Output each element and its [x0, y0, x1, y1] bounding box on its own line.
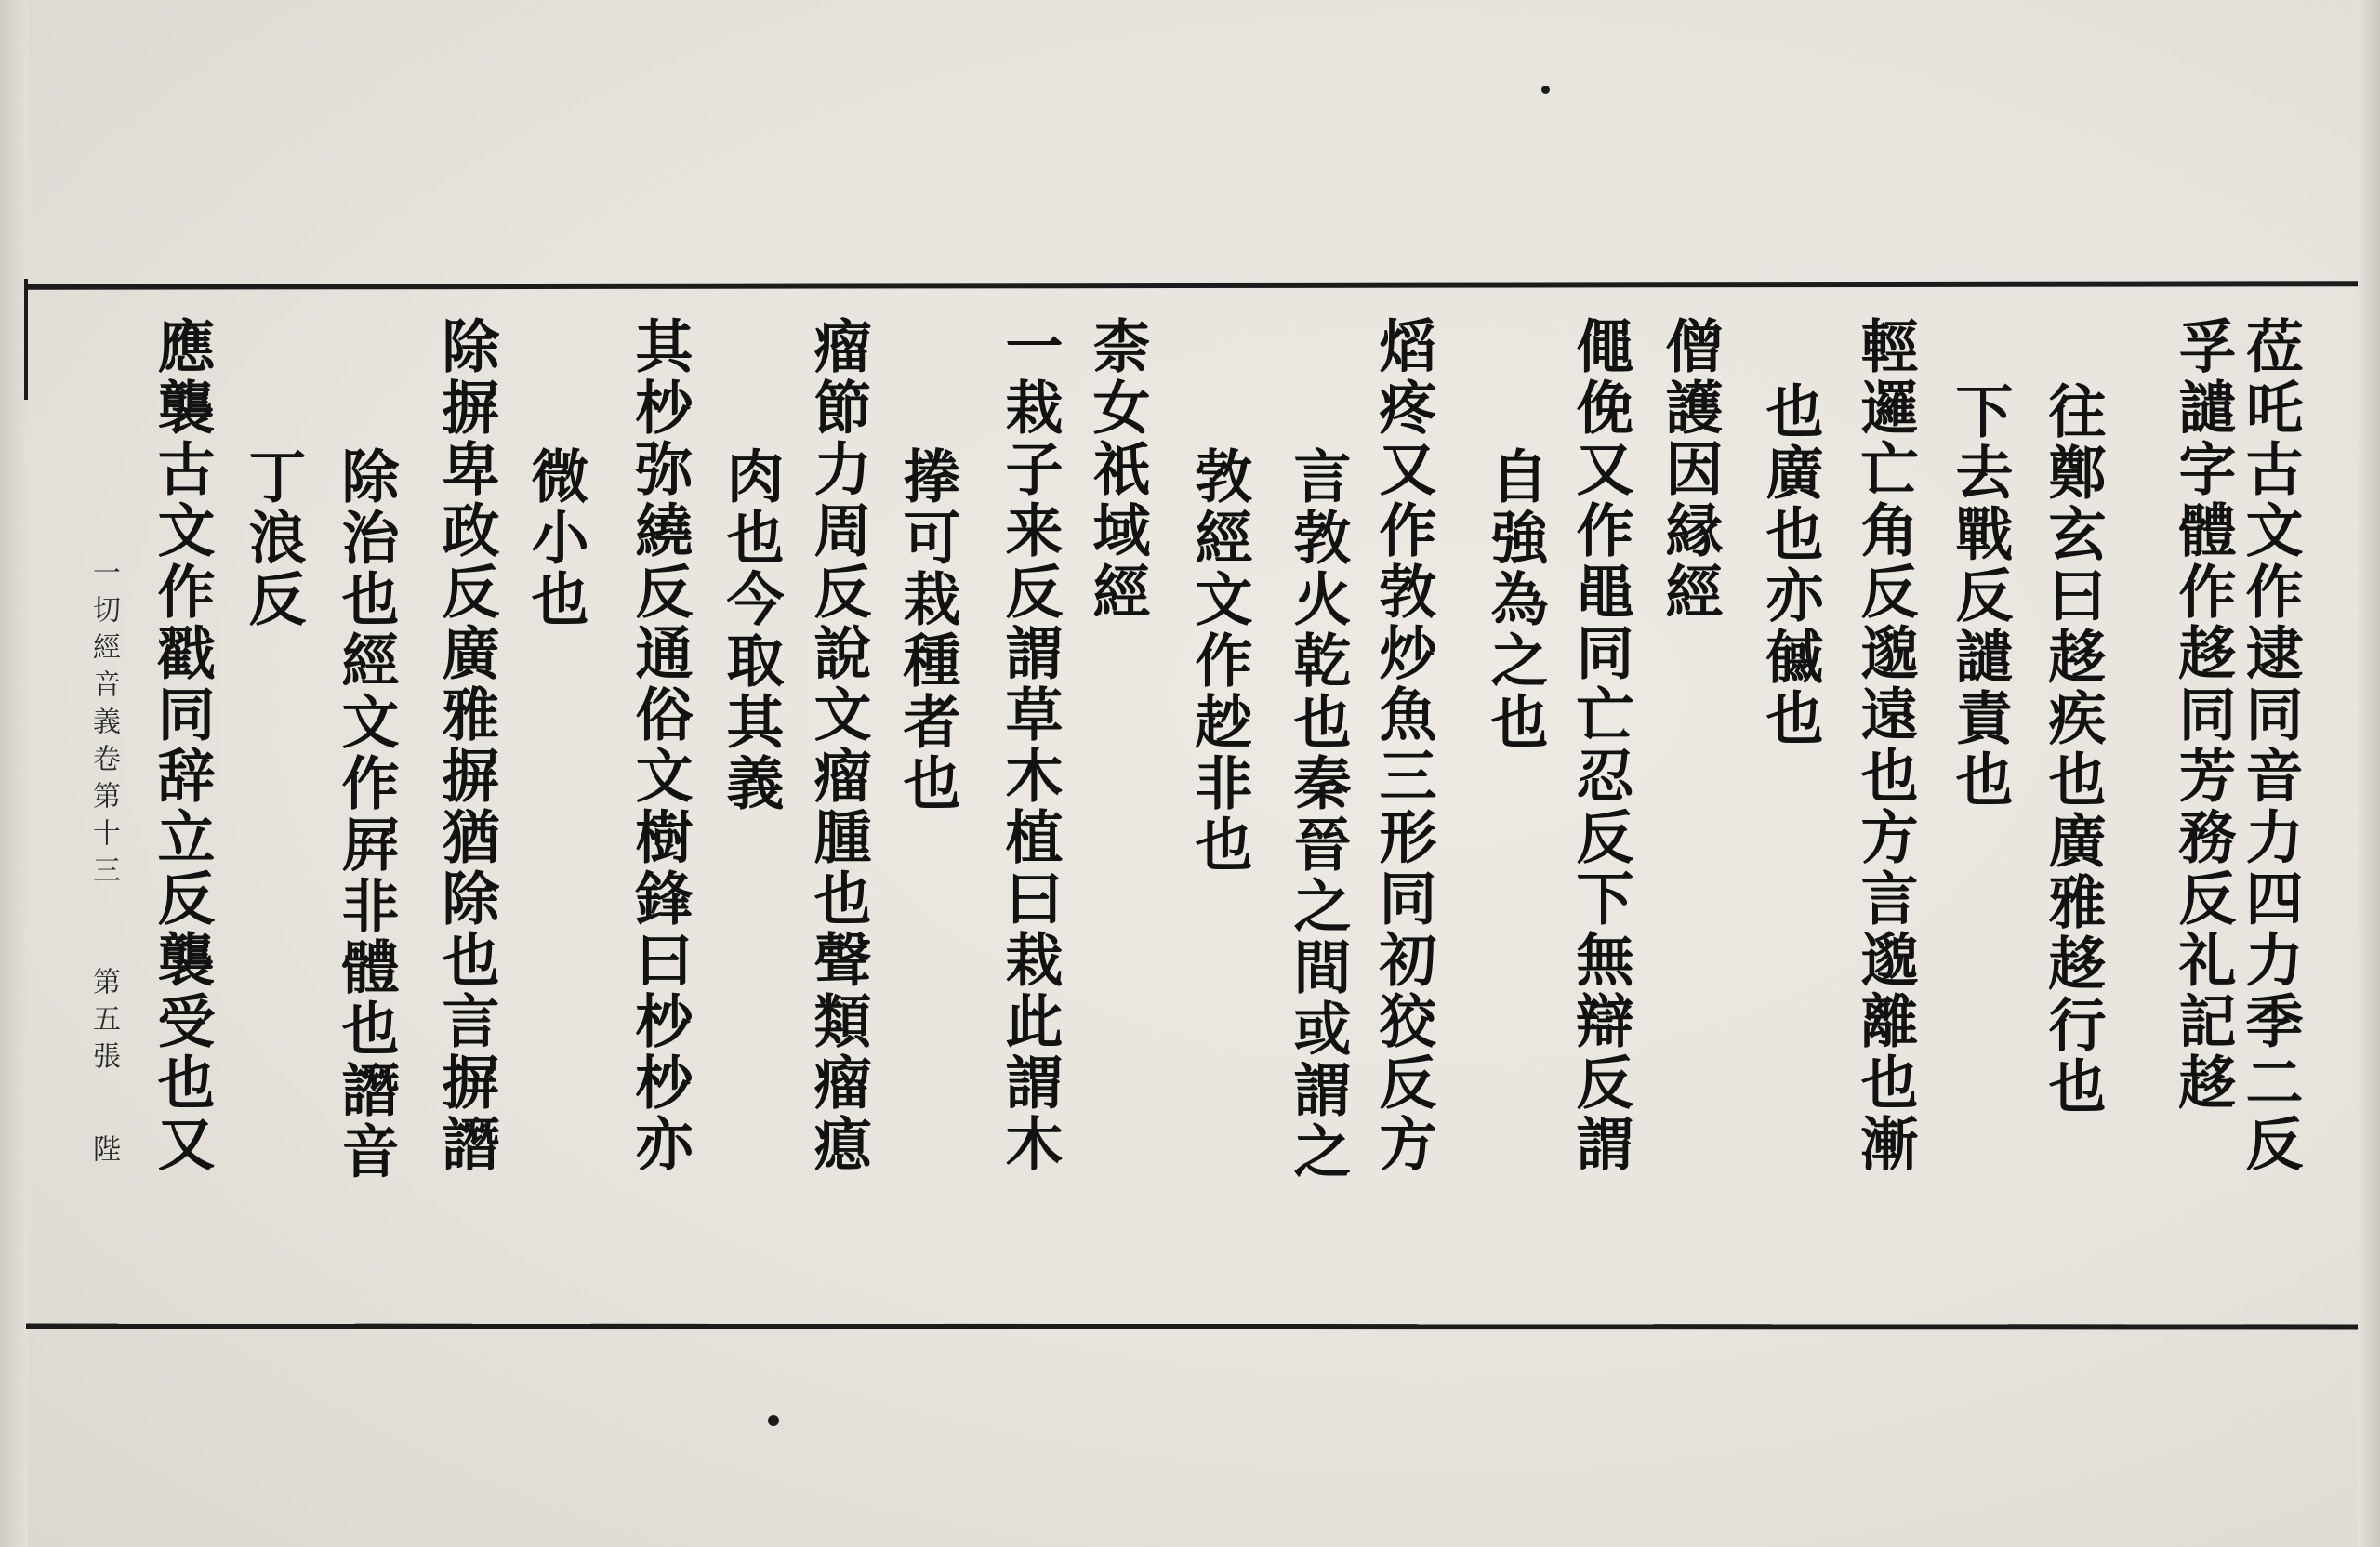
- text-column: 輕邏亡角反邈遠也方言邈離也漸: [1851, 316, 1919, 1175]
- left-border-tick: [24, 279, 28, 400]
- margin-title: 一切經音義卷第十三: [87, 558, 120, 892]
- margin-mark: 陛: [87, 1134, 120, 1171]
- text-column: 微小也: [522, 446, 589, 630]
- bottom-border-rule: [26, 1324, 2358, 1330]
- ink-speck: [1541, 86, 1550, 94]
- text-column: 㪍經文作赻非也: [1185, 446, 1253, 876]
- text-column: 熖疼又作㪍炒魚三形同初狡反方: [1369, 316, 1437, 1175]
- text-column: 搼可栽種者也: [893, 446, 961, 814]
- text-column: 一栽子来反謂草木植曰栽此謂木: [996, 316, 1064, 1175]
- text-column: 往鄭玄曰趍疾也廣雅趍行也: [2039, 381, 2107, 1117]
- left-fold-edge: [0, 0, 28, 1547]
- text-column: 除摒卑政反廣雅摒猶除也言摒譖: [432, 316, 500, 1175]
- text-column: 肉也今取其義: [717, 446, 785, 814]
- text-column: 應襲古文作戳同辞立反襲受也又: [148, 316, 216, 1175]
- text-column: 言㪍火乾也秦晉之間或謂之: [1284, 446, 1352, 1183]
- right-fold-edge: [2358, 0, 2380, 1547]
- ink-speck: [768, 1415, 779, 1426]
- top-border-rule: [26, 281, 2358, 290]
- text-column: 自強為之也: [1481, 446, 1549, 753]
- text-column: 僧護因縁經: [1656, 316, 1724, 623]
- text-column: 柰女祇域經: [1083, 316, 1151, 623]
- text-column: 除治也經文作屛非體也譖音: [332, 446, 400, 1183]
- text-column: 丁浪反: [239, 446, 307, 630]
- text-column: 也廣也亦㦽也: [1756, 381, 1824, 749]
- text-column: 下去戰反譴責也: [1946, 381, 2014, 811]
- text-column: 瘤節力周反說文瘤腫也聲類瘤瘜: [804, 316, 872, 1175]
- text-column: 孚譴字體作趍同芳務反礼記趍: [2169, 316, 2237, 1114]
- text-column: 其杪弥繞反通俗文樹鋒曰杪杪亦: [626, 316, 694, 1175]
- text-column: 莅吒古文作逮同音力四力季二反: [2236, 316, 2304, 1175]
- text-column: 僶俛又作黽同亡忍反下無辯反謂: [1567, 316, 1634, 1175]
- margin-sheet-number: 第五張: [87, 967, 120, 1078]
